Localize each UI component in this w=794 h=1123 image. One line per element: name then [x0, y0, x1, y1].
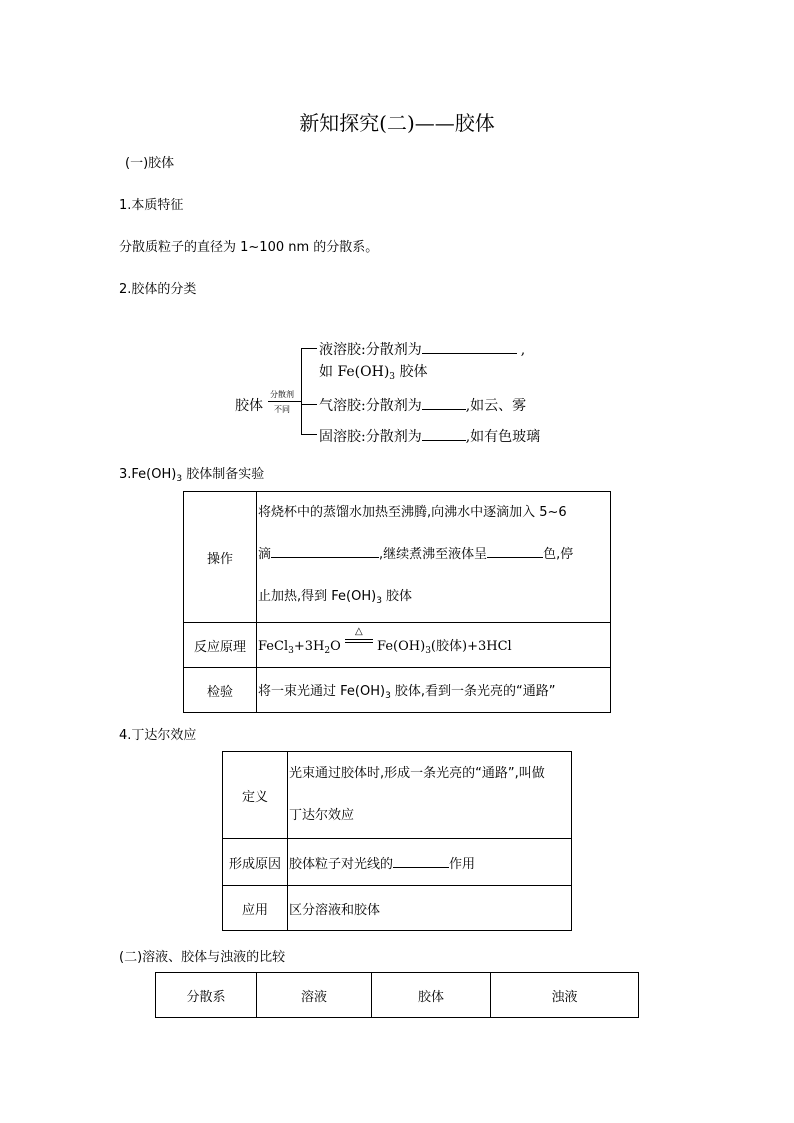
- diagram-bracket-tick: [301, 434, 317, 435]
- diagram-root: 胶体: [235, 398, 263, 414]
- row-label-test: 检验: [184, 668, 257, 713]
- comparison-table: [155, 972, 639, 1018]
- definition-cell: 光束通过胶体时,形成一条光亮的“通路”,叫做 丁达尔效应: [288, 752, 572, 839]
- tyndall-table: [222, 751, 572, 931]
- row-label-definition: 定义: [223, 752, 288, 839]
- section-heading-colloid: (一)胶体: [125, 156, 175, 171]
- diagram-arrow-bottom: 不同: [274, 405, 290, 414]
- item1-text: 分散质粒子的直径为 1~100 nm 的分散系。: [119, 240, 379, 255]
- heating-condition: △: [355, 625, 363, 637]
- row-label-operation: 操作: [184, 492, 257, 623]
- application-cell: 区分溶液和胶体: [288, 886, 572, 931]
- item4-title: 4.丁达尔效应: [119, 728, 197, 743]
- reaction-equation: $FeCl_3+3H_2O$ △ $Fe(OH)_3$(胶体)+3HCl: [257, 623, 611, 668]
- diagram-arrow-top: 分散剂: [270, 390, 294, 399]
- diagram-branch-gas: 气溶胶:分散剂为 ,如云、雾: [319, 395, 526, 415]
- diagram-branch-liquid-example: 如 $Fe(OH)_3$ 胶体: [319, 364, 428, 382]
- header-solution: 溶液: [257, 973, 372, 1018]
- test-cell: 将一束光通过 $Fe(OH)_3$ 胶体,看到一条光亮的“通路”: [257, 668, 611, 713]
- operation-cell: 将烧杯中的蒸馏水加热至沸腾,向沸水中逐滴加入 5~6 滴 ,继续煮沸至液体呈 色,停 止加热,得到 $Fe(OH)_3$ 胶体: [257, 492, 611, 623]
- header-dispersion-system: 分散系: [156, 973, 257, 1018]
- preparation-table: [183, 491, 611, 713]
- diagram-arrow-line: [268, 401, 302, 402]
- item3-title: $3.Fe(OH)_3$ 胶体制备实验: [119, 467, 265, 484]
- row-label-principle: 反应原理: [184, 623, 257, 668]
- diagram-bracket-tick: [301, 404, 317, 405]
- row-label-cause: 形成原因: [223, 839, 288, 886]
- row-label-application: 应用: [223, 886, 288, 931]
- diagram-bracket-tick: [301, 348, 317, 349]
- section-heading-comparison: (二)溶液、胶体与浊液的比较: [119, 950, 286, 965]
- diagram-bracket: [301, 348, 302, 435]
- diagram-branch-solid: 固溶胶:分散剂为 ,如有色玻璃: [319, 426, 540, 446]
- diagram-branch-liquid: 液溶胶:分散剂为 ,: [319, 339, 525, 359]
- cause-cell: 胶体粒子对光线的 作用: [288, 839, 572, 886]
- item1-title: 1.本质特征: [119, 198, 184, 213]
- item2-title: 2.胶体的分类: [119, 282, 197, 297]
- page-title: 新知探究(二)——胶体: [299, 111, 495, 135]
- header-suspension: 浊液: [491, 973, 639, 1018]
- header-colloid: 胶体: [372, 973, 491, 1018]
